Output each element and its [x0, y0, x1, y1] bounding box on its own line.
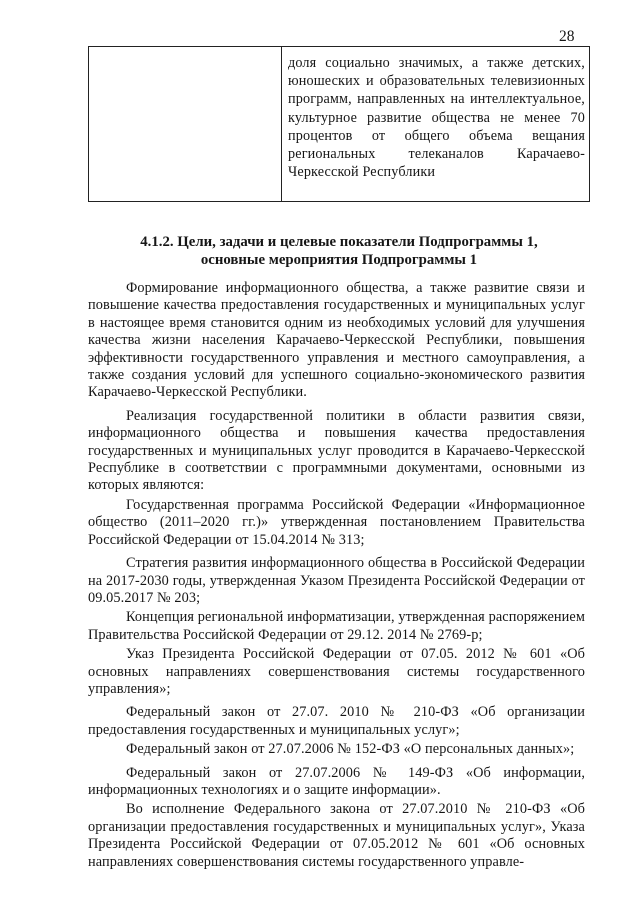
list-item-law-210: Федеральный закон от 27.07. 2010 № 210-ФЗ «Об организации предоставления государственных и муниципальных услуг»; — [88, 704, 585, 738]
list-item-strategy: Стратегия развития информационного общества в Российской Федерации на 2017-2030 годы, утвержденная Указом Президента Российской Федерации от 09.05.2017 № 203; — [88, 555, 585, 606]
page-number: 28 — [559, 28, 575, 45]
list-item-concept: Концепция региональной информатизации, утвержденная распоряжением Правительства Российской Федерации от 29.12. 2014 № 2769-р; — [88, 609, 585, 643]
document-body — [88, 280, 585, 871]
list-item-law-149: Федеральный закон от 27.07.2006 № 149-ФЗ «Об информации, информационных технологиях и о защите информации». — [88, 764, 585, 798]
section-heading-line-2: основные мероприятия Подпрограммы 1 — [200, 252, 478, 268]
list-item-state-program: Государственная программа Российской Федерации «Информационное общество (2011–2020 гг.)» утвержденная постановлением Правительства Российской Федерации от 15.04.2014 № 313; — [88, 496, 585, 548]
list-item-decree-601: Указ Президента Российской Федерации от 07.05. 2012 № 601 «Об основных направлениях совершенствования системы государственного управления»; — [88, 646, 585, 697]
table-right-cell: доля социально значимых, а также детских, юношеских и образовательных телевизионных программ, направленных на интеллектуальное, культурное развитие общества не менее 70 процентов от общего объема вещания региональных телеканалов Карачаево-Черкесской Республики — [288, 55, 585, 181]
section-heading — [88, 233, 590, 269]
paragraph-execution: Во исполнение Федерального закона от 27.07.2010 № 210-ФЗ «Об организации предоставления государственных и муниципальных услуг», Указа Президента Российской Федерации от 07.05.2012 № 601 «Об основных направлениях совершенствования системы государственного управле- — [88, 801, 585, 870]
table-column-divider — [281, 47, 282, 201]
paragraph-intro: Формирование информационного общества, а также развитие связи и повышение качества предоставления государственных и муниципальных услуг в настоящее время становится одним из необходимых условий для улучшения качества жизни населения Карачаево-Черкесской Республики, повышения эффективности государственного управления и местного самоуправления, а также создания условий для успешного социально-экономического развития Карачаево-Черкесской Республики. — [88, 280, 585, 401]
paragraph-policy: Реализация государственной политики в области развития связи, информационного общества и повышения качества предоставления государственных и муниципальных услуг проводится в Карачаево-Черкесской Республике в соответствии с программными документами, основными из которых являются: — [88, 407, 585, 494]
list-item-law-152: Федеральный закон от 27.07.2006 № 152-ФЗ «О персональных данных»; — [126, 741, 575, 758]
section-heading-line-1: 4.1.2. Цели, задачи и целевые показатели Подпрограммы 1, — [140, 234, 538, 250]
indicator-table — [88, 46, 590, 202]
